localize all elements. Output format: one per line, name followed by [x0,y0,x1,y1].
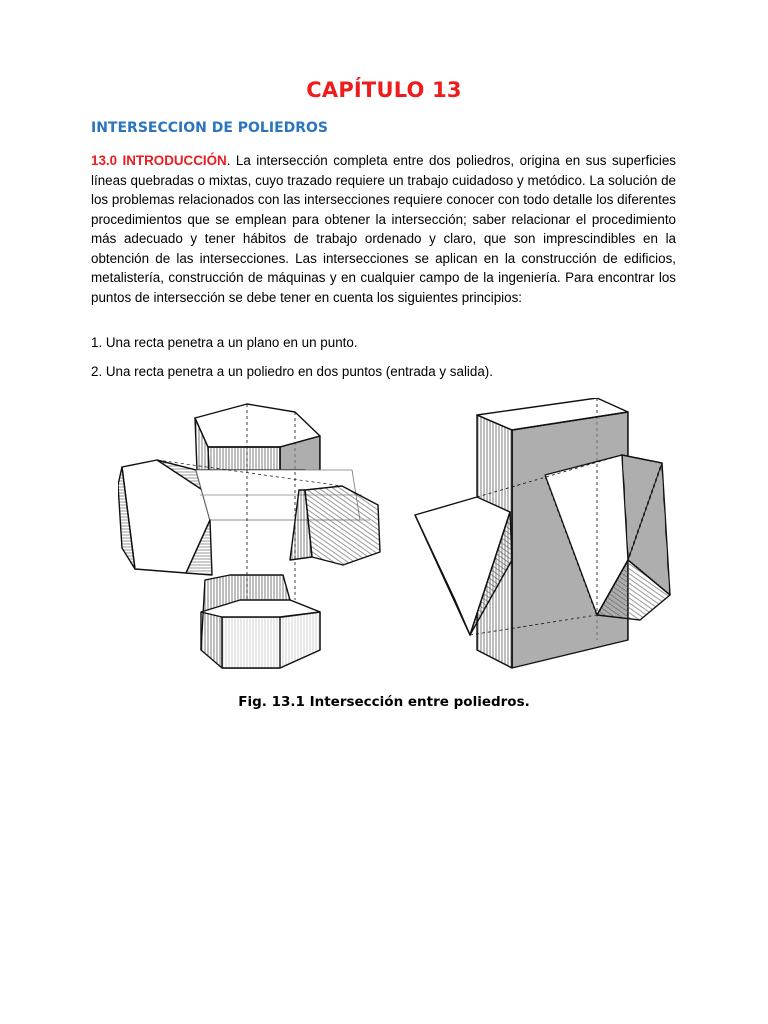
right-polyhedra-drawing [415,398,670,668]
intro-lead: 13.0 INTRODUCCIÓN [91,153,227,168]
principle-1: 1. Una recta penetra a un plano en un punto. [91,335,358,350]
polyhedra-intersection-figure [118,398,678,678]
principle-2: 2. Una recta penetra a un poliedro en dos puntos (entrada y salida). [91,364,493,379]
section-title: INTERSECCION DE POLIEDROS [91,120,329,136]
left-polyhedra-drawing [118,404,380,668]
intro-paragraph [91,151,676,307]
figure-caption: Fig. 13.1 Intersección entre poliedros. [238,694,530,710]
intro-body: . La intersección completa entre dos poliedros, origina en sus superficies líneas quebradas o mixtas, cuyo trazado requiere un trabajo cuidadoso y metódico. La solución de los problemas relacionados con las intersecciones requiere conocer con todo detalle los diferentes procedimientos que se emplean para obtener la intersección; saber relacionar el procedimiento más adecuado y tener hábitos de trabajo ordenado y claro, que son imprescindibles en la obtención de las intersecciones. Las intersecciones se aplican en la construcción de edificios, metalistería, construcción de máquinas y en cualquier campo de la ingeniería. Para encontrar los puntos de intersección se debe tener en cuenta los siguientes principios: [91,153,676,305]
chapter-title: CAPÍTULO 13 [306,78,462,102]
